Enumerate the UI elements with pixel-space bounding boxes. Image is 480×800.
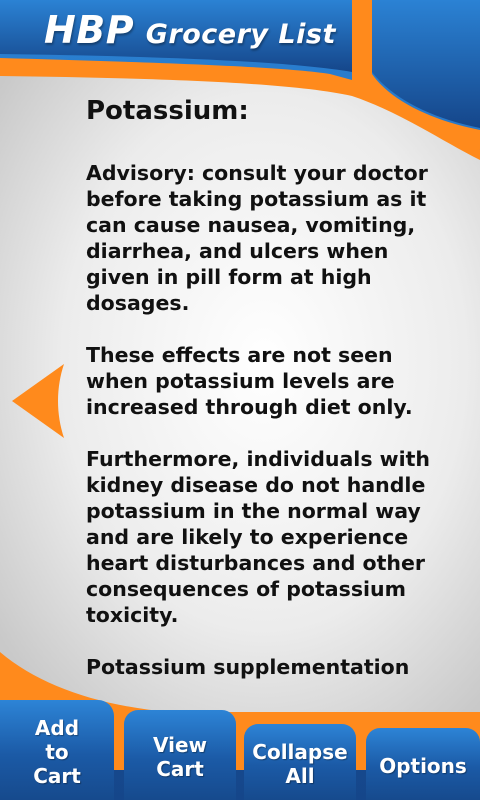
add-to-cart-line3: Cart [33, 764, 81, 788]
view-cart-line1: View [152, 733, 208, 757]
view-cart-button[interactable] [124, 710, 236, 800]
app-title [44, 8, 336, 52]
app-title-prefix: HBP [44, 8, 135, 52]
view-cart-line2: Cart [156, 757, 204, 781]
effects-paragraph: These effects are not seen when potassium levels are increased through diet only. [86, 343, 413, 419]
add-to-cart-button[interactable] [0, 700, 114, 800]
content-title: Potassium: [86, 96, 249, 126]
add-to-cart-line1: Add [34, 716, 80, 740]
options-label: Options [379, 754, 467, 778]
advisory-paragraph: Advisory: consult your doctor before taking potassium as it can cause nausea, vomiting, diarrhea, and ulcers when given in pill form at high dosages. [86, 161, 428, 315]
collapse-all-button[interactable] [244, 724, 356, 800]
kidney-paragraph: Furthermore, individuals with kidney disease do not handle potassium in the normal way and are likely to experience heart disturbances and other consequences of potassium toxicity. [86, 447, 431, 627]
add-to-cart-line2: to [45, 740, 69, 764]
supplementation-paragraph: Potassium supplementation [86, 655, 410, 679]
options-button[interactable] [366, 728, 480, 800]
bottom-button-bar [0, 700, 480, 800]
left-triangle-arrow-icon[interactable] [10, 362, 66, 440]
collapse-all-line2: All [285, 764, 315, 788]
app-title-suffix: Grocery List [145, 19, 336, 50]
content-panel [86, 92, 446, 720]
collapse-all-line1: Collapse [252, 740, 348, 764]
